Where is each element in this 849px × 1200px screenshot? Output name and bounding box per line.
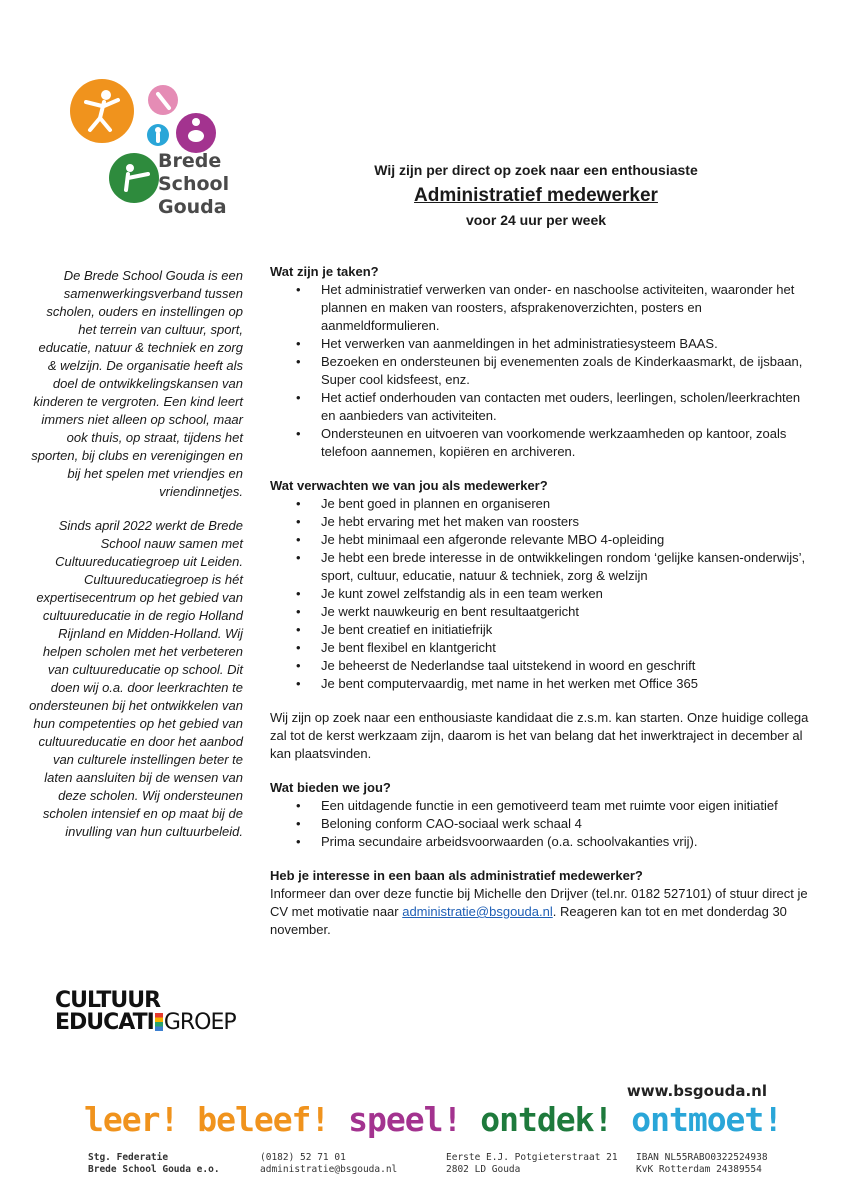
expectations-list xyxy=(270,495,810,693)
vacancy-header xyxy=(340,160,732,230)
offer-section xyxy=(270,779,810,851)
footer-col-bank xyxy=(636,1152,768,1176)
ceg-line-2b: GROEP xyxy=(163,1010,236,1035)
list-item: • Je beheerst de Nederlandse taal uitstekend in woord en geschrift xyxy=(270,657,810,675)
list-item: • Het verwerken van aanmeldingen in het administratiesysteem BAAS. xyxy=(270,335,810,353)
list-item: • Je bent goed in plannen en organiseren xyxy=(270,495,810,513)
footer-col-organisation xyxy=(88,1152,220,1176)
list-item: • Een uitdagende functie in een gemotiveerd team met ruimte voor eigen initiatief xyxy=(270,797,810,815)
website-url: www.bsgouda.nl xyxy=(626,1082,767,1100)
tasks-list xyxy=(270,281,810,461)
offer-list xyxy=(270,797,810,851)
list-item: • Je kunt zowel zelfstandig als in een team werken xyxy=(270,585,810,603)
list-item: • Je bent creatief en initiatiefrijk xyxy=(270,621,810,639)
list-item: • Je hebt ervaring met het maken van roosters xyxy=(270,513,810,531)
slogan-word-1: leer! xyxy=(84,1100,179,1139)
footer-text: KvK Rotterdam 24389554 xyxy=(636,1164,762,1175)
footer-text: (0182) 52 71 01 xyxy=(260,1152,346,1163)
description-paragraph-2: Sinds april 2022 werkt de Brede School nauw samen met Cultuureducatiegroep uit Leiden. Cultuureducatiegroep is hét expertisecentrum op het gebied van cultuureducatie in de regio Holland Rijnland en Midden-Holland. Wij helpen scholen met het verbeteren van cultuureducatie op school. Dit doen wij o.a. door leerkrachten te ondersteunen bij het ontwikkelen van hun competenties op het gebied van cultuureducatie en door het aanbod van culturele instellingen beter te laten aansluiten bij de wensen van deze scholen. Wij ondersteunen scholen intensief en op maat bij de invulling van hun cultuurbeleid. xyxy=(29,518,243,839)
logo-wordmark xyxy=(158,150,229,219)
contact-section xyxy=(270,867,810,939)
contact-text-1: Informeer dan over deze functie bij Michelle den Drijver (tel.nr. 0182 527101) of stuur direct je CV met motivatie naar xyxy=(270,886,808,919)
footer-col-address xyxy=(446,1152,618,1176)
slogan-word-4: ontdek! xyxy=(480,1100,613,1139)
footer-text: Eerste E.J. Potgieterstraat 21 xyxy=(446,1152,618,1163)
contact-text xyxy=(270,885,810,939)
logo-line-2: School xyxy=(158,173,230,195)
footer-text: IBAN NL55RABO0322524938 xyxy=(636,1152,768,1163)
header-subtitle: voor 24 uur per week xyxy=(465,212,607,228)
expectations-section xyxy=(270,477,810,693)
email-link[interactable]: administratie@bsgouda.nl xyxy=(402,904,553,919)
list-item: • Je werkt nauwkeurig en bent resultaatgericht xyxy=(270,603,810,621)
ceg-line-1: CULTUUR xyxy=(55,988,161,1013)
footer-text: Stg. Federatie xyxy=(88,1152,169,1163)
footer-col-phone xyxy=(260,1152,397,1176)
list-item: • Beloning conform CAO-sociaal werk schaal 4 xyxy=(270,815,810,833)
expectations-heading: Wat verwachten we van jou als medewerker? xyxy=(270,478,548,493)
logo-line-3: Gouda xyxy=(158,196,227,218)
list-item: • Je bent computervaardig, met name in het werken met Office 365 xyxy=(270,675,810,693)
list-item: • Je bent flexibel en klantgericht xyxy=(270,639,810,657)
slogan xyxy=(84,1100,782,1139)
footer-text: Brede School Gouda e.o. xyxy=(88,1164,220,1175)
list-item: • Ondersteunen en uitvoeren van voorkomende werkzaamheden op kantoor, zoals telefoon aannemen, kopiëren en archiveren. xyxy=(270,425,810,461)
tasks-heading: Wat zijn je taken? xyxy=(270,264,379,279)
slogan-word-3: speel! xyxy=(348,1100,462,1139)
list-item: • Bezoeken en ondersteunen bij evenementen zoals de Kinderkaasmarkt, de ijsbaan, Super cool kidsfeest, enz. xyxy=(270,353,810,389)
footer-text: 2802 LD Gouda xyxy=(446,1164,521,1175)
description-paragraph-1: De Brede School Gouda is een samenwerkingsverband tussen scholen, ouders en instellingen op het terrein van cultuur, sport, educatie, natuur & techniek en zorg & welzijn. De organisatie heeft als doel de ontwikkelingskansen van kinderen te vergroten. Een kind leert immers niet alleen op school, maar ook thuis, op straat, tijdens het sporten, bij clubs en verenigingen en bij het spelen met vriendjes en vriendinnetjes. xyxy=(31,268,243,499)
list-item: • Het actief onderhouden van contacten met ouders, leerlingen, scholen/leerkrachten en aanbieders van activiteiten. xyxy=(270,389,810,425)
offer-heading: Wat bieden we jou? xyxy=(270,780,391,795)
slogan-word-5: ontmoet! xyxy=(631,1100,783,1139)
start-section xyxy=(270,709,810,763)
list-item: • Je hebt minimaal een afgeronde relevante MBO 4-opleiding xyxy=(270,531,810,549)
list-item: • Prima secundaire arbeidsvoorwaarden (o.a. schoolvakanties vrij). xyxy=(270,833,810,851)
contact-text-2: . Reageren kan tot en met donderdag 30 november. xyxy=(270,904,787,937)
color-bar-icon xyxy=(155,1013,163,1031)
header-intro: Wij zijn per direct op zoek naar een enthousiaste xyxy=(374,162,698,178)
vacancy-body xyxy=(270,263,810,955)
list-item: • Het administratief verwerken van onder- en naschoolse activiteiten, waaronder het plannen en maken van roosters, afsprakenoverzichten, posters en aanmeldformulieren. xyxy=(270,281,810,335)
list-item: • Je hebt een brede interesse in de ontwikkelingen rondom ‘gelijke kansen-onderwijs’, sport, cultuur, educatie, natuur & techniek, zorg & welzijn xyxy=(270,549,810,585)
ceg-line-2a: EDUCATI xyxy=(55,1010,154,1035)
tasks-section xyxy=(270,263,810,461)
contact-heading: Heb je interesse in een baan als administratief medewerker? xyxy=(270,868,643,883)
cultuureducatiegroep-logo xyxy=(55,990,236,1034)
page-title: Administratief medewerker xyxy=(414,185,658,206)
slogan-word-2: beleef! xyxy=(197,1100,330,1139)
ceg-line-2 xyxy=(55,1011,236,1034)
brede-school-logo xyxy=(70,78,240,228)
logo-line-1: Brede xyxy=(158,150,222,172)
organisation-description xyxy=(28,267,243,857)
start-text: Wij zijn op zoek naar een enthousiaste kandidaat die z.s.m. kan starten. Onze huidige collega zal tot de kerst werkzaam zijn, daarom is het van belang dat het inwerktraject in december al kan plaatsvinden. xyxy=(270,710,809,761)
footer-text: administratie@bsgouda.nl xyxy=(260,1164,398,1175)
